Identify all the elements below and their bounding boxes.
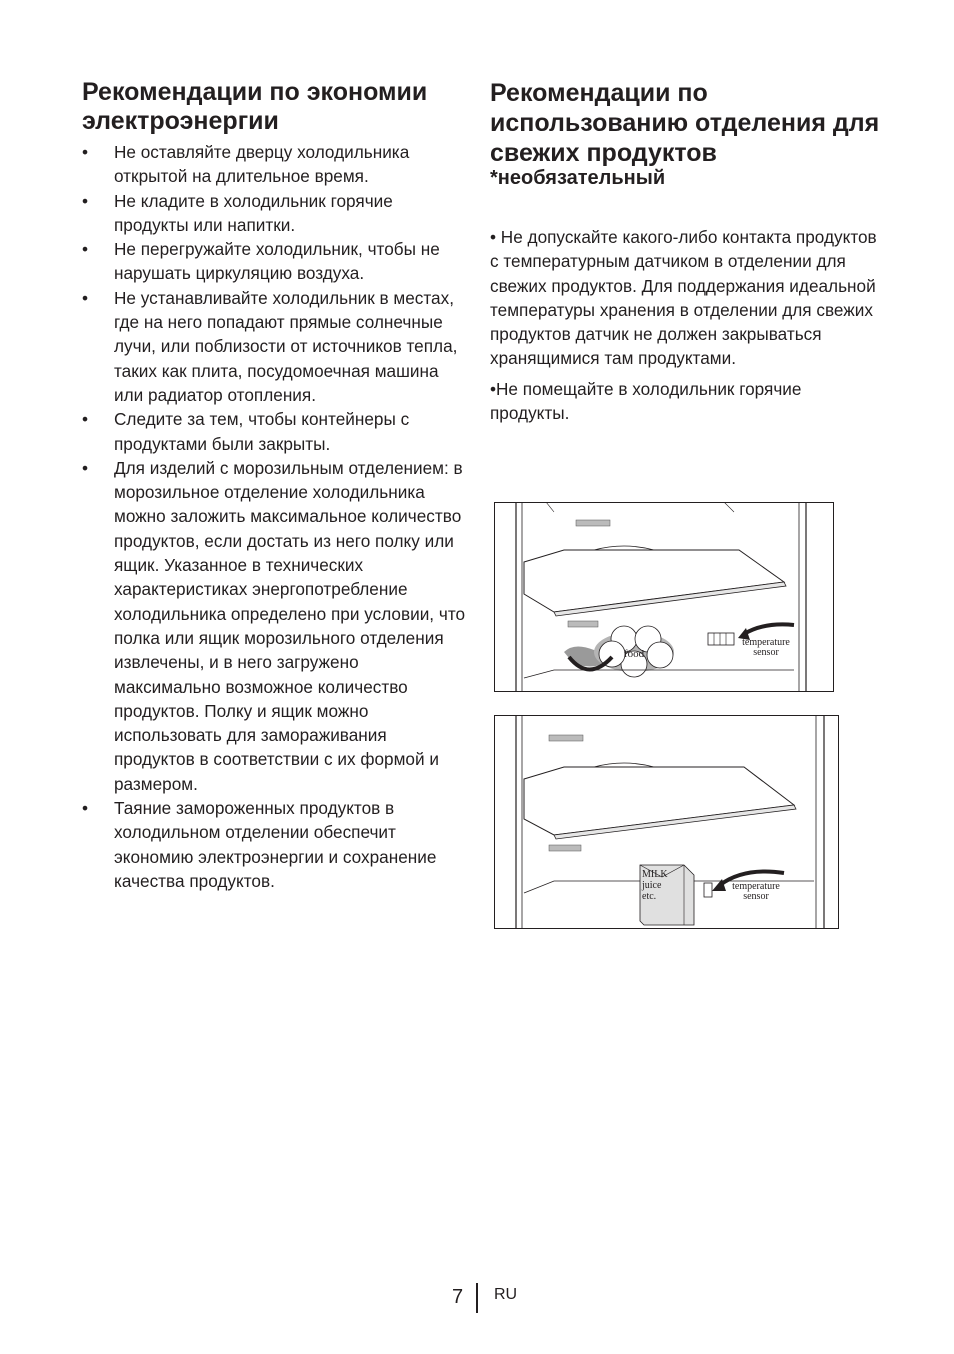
- page-number: 7: [452, 1286, 464, 1308]
- energy-saving-list: [82, 140, 467, 893]
- fresh-food-subtitle: *необязательный: [490, 167, 666, 189]
- carton-label: MILK: [642, 869, 668, 880]
- list-item: • Не оставляйте дверцу холодильника открытой на длительное время.: [82, 140, 467, 189]
- list-item: • Не кладите в холодильник горячие продукты или напитки.: [82, 189, 467, 238]
- language-code: RU: [494, 1286, 518, 1303]
- list-item: • Следите за тем, чтобы контейнеры с продуктами были закрыты.: [82, 407, 467, 456]
- sensor-label: sensor: [753, 647, 779, 658]
- fresh-food-text: [490, 225, 885, 425]
- energy-saving-section: [82, 78, 467, 893]
- sensor-label: temperature: [742, 637, 790, 648]
- figure-food-sensor: [494, 502, 834, 692]
- carton-label: etc.: [642, 891, 657, 902]
- fresh-food-title: Рекомендации по использованию отделения для свежих продуктов: [490, 79, 880, 167]
- list-item: • Не перегружайте холодильник, чтобы не нарушать циркуляцию воздуха.: [82, 237, 467, 286]
- food-label: food: [623, 648, 645, 660]
- paragraph: • Не допускайте какого-либо контакта продуктов с температурным датчиком в отделении для свежих продуктов. Для поддержания идеальной температуры хранения в отделении для свежих продуктов датчик не должен закрываться хранящимися там продуктами.: [490, 227, 877, 369]
- list-item: • Для изделий с морозильным отделением: в морозильное отделение холодильника можно заложить максимальное количество продуктов, если достать из него полку или ящик. Указанное в технических характеристиках энергопотребление холодильника определено при условии, что полка или ящик морозильного отделения извлечены, и в него загружено максимально возможное количество продуктов. Полку и ящик можно использовать для замораживания продуктов в соответствии с их формой и размером.: [82, 456, 467, 796]
- carton-label: juice: [642, 880, 662, 891]
- list-item: • Таяние замороженных продуктов в холодильном отделении обеспечит экономию электроэнергии и сохранение качества продуктов.: [82, 796, 467, 893]
- footer-divider: [476, 1283, 478, 1313]
- energy-saving-title: Рекомендации по экономии электроэнергии: [82, 78, 428, 135]
- fresh-food-section: [490, 78, 885, 425]
- sensor-label: temperature: [732, 881, 780, 892]
- figure-carton-sensor: [494, 715, 839, 929]
- sensor-label: sensor: [743, 891, 769, 902]
- paragraph: •Не помещайте в холодильник горячие продукты.: [490, 378, 802, 424]
- list-item: • Не устанавливайте холодильник в местах, где на него попадают прямые солнечные лучи, или поблизости от источников тепла, таких как плита, посудомоечная машина или радиатор отопления.: [82, 286, 467, 407]
